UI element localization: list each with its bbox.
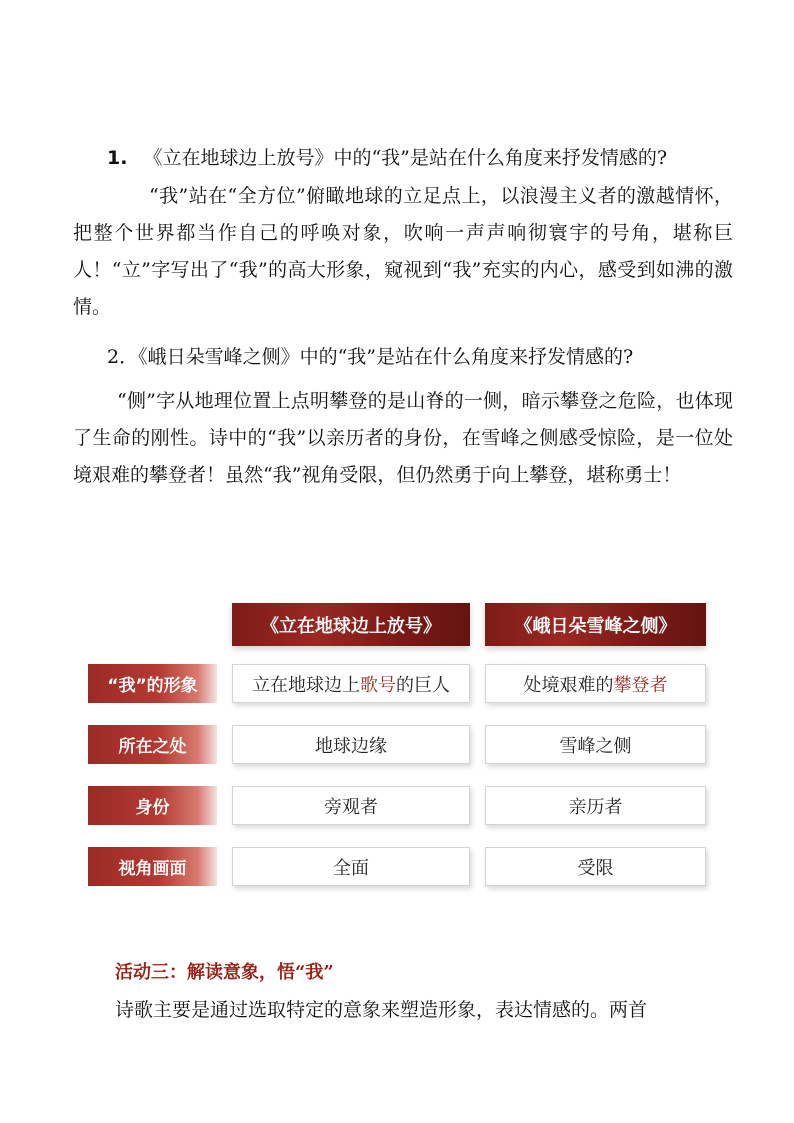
row-label-image: “我”的形象: [88, 664, 217, 703]
question-1: [107, 143, 667, 170]
question-2: 2．《峨日朵雪峰之侧》中的“我”是站在什么角度来抒发情感的?: [107, 346, 634, 368]
question-text: 《立在地球边上放号》中的“我”是站在什么角度来抒发情感的?: [143, 147, 668, 169]
answer-2: “侧”字从地理位置上点明攀登的是山脊的一侧，暗示攀登之危险，也体现了生命的刚性。诗中的“我”以亲历者的身份，在雪峰之侧感受惊险，是一位处境艰难的攀登者！虽然“我”视角受限，但仍然勇于向上攀登，堪称勇士！: [73, 390, 733, 486]
row-label-perspective: 视角画面: [88, 847, 217, 886]
question-number: 1.: [107, 147, 128, 169]
answer-1: “我”站在“全方位”俯瞰地球的立足点上，以浪漫主义者的激越情怀，把整个世界都当作自己的呼唤对象，吹响一声声响彻寰宇的号角，堪称巨人！“立”字写出了“我”的高大形象，窥视到“我”充实的内心，感受到如沸的激情。: [73, 185, 733, 318]
cell-location-poem-2: 雪峰之侧: [485, 725, 706, 764]
cell-identity-poem-1: 旁观者: [232, 786, 470, 825]
cell-identity-poem-2: 亲历者: [485, 786, 706, 825]
table-header-poem-1: 《立在地球边上放号》: [232, 603, 470, 646]
cell-text: 立在地球边上: [252, 674, 360, 696]
activity-text: 诗歌主要是通过选取特定的意象来塑造形象，表达情感的。两首: [115, 999, 648, 1021]
cell-text: 处境艰难的: [523, 674, 614, 696]
cell-perspective-poem-2: 受限: [485, 847, 706, 886]
row-label-location: 所在之处: [88, 725, 217, 764]
cell-image-poem-1: [232, 664, 470, 703]
cell-location-poem-1: 地球边缘: [232, 725, 470, 764]
row-label-identity: 身份: [88, 786, 217, 825]
highlight-text: 攀登者: [613, 674, 668, 696]
cell-text: 的巨人: [396, 674, 450, 696]
cell-image-poem-2: [485, 664, 706, 703]
highlight-text: 歌号: [360, 674, 396, 696]
cell-perspective-poem-1: 全面: [232, 847, 470, 886]
table-header-poem-2: 《峨日朵雪峰之侧》: [485, 603, 706, 646]
activity-title: 活动三：解读意象，悟“我”: [115, 962, 334, 983]
